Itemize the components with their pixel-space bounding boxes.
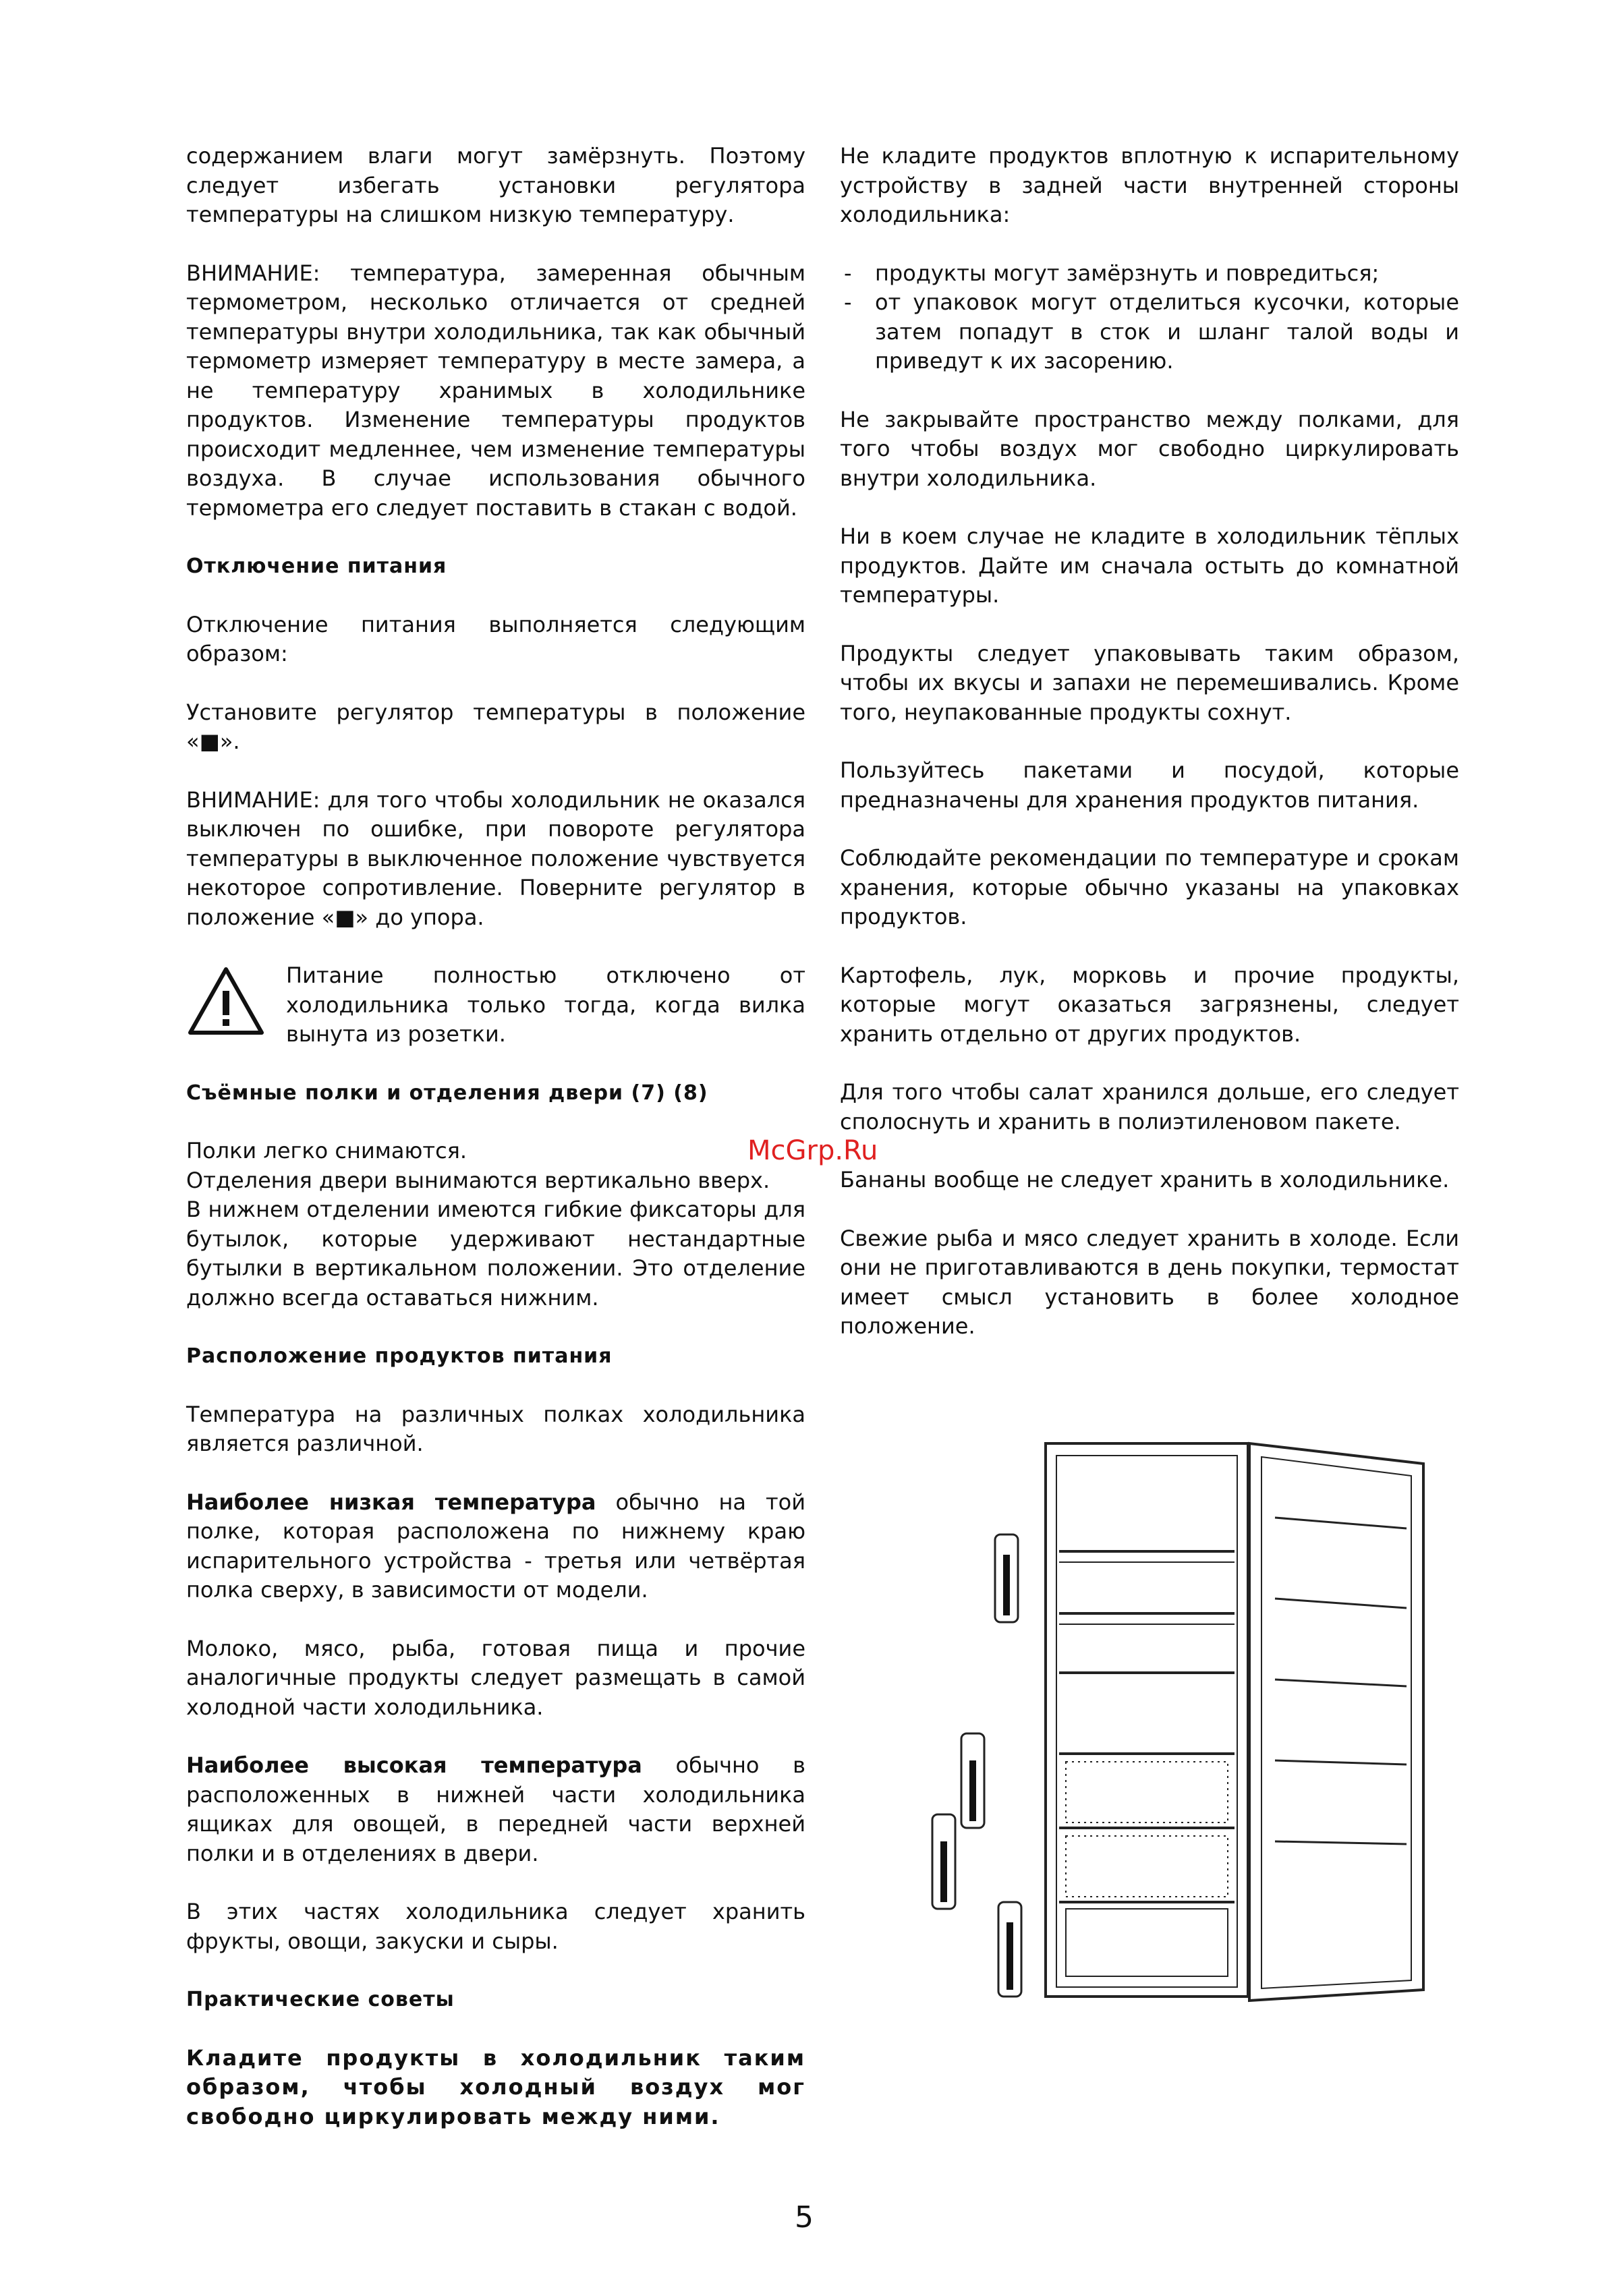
paragraph: Не кладите продуктов вплотную к испарительному устройству в задней части внутренней стороны холодильника: [840, 143, 1459, 227]
text-run: обычно в расположенных в нижней части холодильника ящиках для овощей, в передней части верхней полки и в отделениях в двери. [186, 1752, 805, 1866]
text-run: обычно на той полке, которая расположена по нижнему краю испарительного устройства - третья или четвёртая полка сверху, в зависимости от модели. [186, 1489, 806, 1603]
left-column [186, 142, 805, 2160]
text-line: В нижнем отделении имеются гибкие фиксаторы для бутылок, которые удерживают нестандартные бутылки в вертикальном положении. Это отделение должно всегда оставаться нижним. [186, 1197, 805, 1311]
paragraph: Молоко, мясо, рыба, готовая пища и прочие аналогичные продукты следует размещать в самой холодной части холодильника. [186, 1635, 805, 1720]
section-heading-placement: Расположение продуктов питания [186, 1344, 613, 1368]
list-item: - продукты могут замёрзнуть и повредиться; [840, 259, 1459, 289]
paragraph [186, 1751, 805, 1868]
right-column [840, 142, 1459, 1371]
paragraph: ВНИМАНИЕ: для того чтобы холодильник не оказался выключен по ошибке, при повороте регулятора температуры в выключенное положение чувствуется некоторое сопротивление. Поверните регулятор в положение «■» до упора. [186, 786, 805, 930]
section-heading-tips: Практические советы [186, 1988, 455, 2011]
paragraph: Ни в коем случае не кладите в холодильник тёплых продуктов. Дайте им сначала остыть до комнатной температуры. [840, 523, 1459, 608]
paragraph: Картофель, лук, морковь и прочие продукты, которые могут оказаться загрязнены, следует хранить отдельно от других продуктов. [840, 962, 1459, 1047]
paragraph: Пользуйтесь пакетами и посудой, которые предназначены для хранения продуктов питания. [840, 757, 1459, 813]
text-line: Отделения двери вынимаются вертикально вверх. [186, 1167, 770, 1193]
warning-triangle-icon [186, 965, 266, 1037]
paragraph: ВНИМАНИЕ: температура, замеренная обычным термометром, несколько отличается от средней температуры внутри холодильника, так как обычный термометр измеряет температуру в месте замера, а не температуру хранимых в холодильнике продуктов. Изменение температуры продуктов происходит медленнее, чем изменение температуры воздуха. В случае использования обычного термометра его следует поставить в стакан с водой. [186, 260, 805, 521]
paragraph: Продукты следует упаковывать таким образом, чтобы их вкусы и запахи не перемешивались. Кроме того, неупакованные продукты сохнут. [840, 640, 1459, 725]
page-number: 5 [795, 2200, 814, 2235]
bold-paragraph: Кладите продукты в холодильник таким образом, чтобы холодный воздух мог свободно циркулировать между ними. [186, 2044, 805, 2129]
paragraph: содержанием влаги могут замёрзнуть. Поэтому следует избегать установки регулятора температуры на слишком низкую температуру. [186, 143, 805, 227]
paragraph: Установите регулятор температуры в положение «■». [186, 699, 805, 754]
paragraph: Бананы вообще не следует хранить в холодильнике. [840, 1167, 1450, 1193]
bold-phrase: Наиболее высокая температура [186, 1752, 642, 1778]
section-heading-shelves: Съёмные полки и отделения двери (7) (8) [186, 1081, 708, 1105]
paragraph: В этих частях холодильника следует хранить фрукты, овощи, закуски и сыры. [186, 1899, 805, 1954]
bold-phrase: Наиболее низкая температура [186, 1489, 596, 1515]
paragraph [186, 1137, 805, 1313]
paragraph: Соблюдайте рекомендации по температуре и срокам хранения, которые обычно указаны на упаковках продуктов. [840, 845, 1459, 929]
list-item: - от упаковок могут отделиться кусочки, которые затем попадут в сток и шланг талой воды и приведут к их засорению. [840, 288, 1459, 376]
paragraph [186, 1488, 805, 1605]
bullet-list [840, 259, 1459, 376]
watermark: McGrp.Ru [747, 1135, 878, 1166]
paragraph: Свежие рыба и мясо следует хранить в холоде. Если они не приготавливаются в день покупки, термостат имеет смысл установить в более холодное положение. [840, 1225, 1459, 1339]
paragraph: Для того чтобы салат хранился дольше, его следует сполоснуть и хранить в полиэтиленовом пакете. [840, 1079, 1459, 1135]
text-line: Полки легко снимаются. [186, 1138, 467, 1164]
section-heading-power-off: Отключение питания [186, 554, 447, 578]
paragraph: Отключение питания выполняется следующим образом: [186, 611, 805, 666]
paragraph: Не закрывайте пространство между полками, для того чтобы воздух мог свободно циркулировать внутри холодильника. [840, 406, 1459, 491]
warning-block [186, 961, 805, 1050]
warning-text: Питание полностью отключено от холодильника только тогда, когда вилка вынута из розетки. [286, 963, 805, 1047]
fridge-diagram [924, 1437, 1437, 2010]
paragraph: Температура на различных полках холодильника является различной. [186, 1401, 805, 1456]
